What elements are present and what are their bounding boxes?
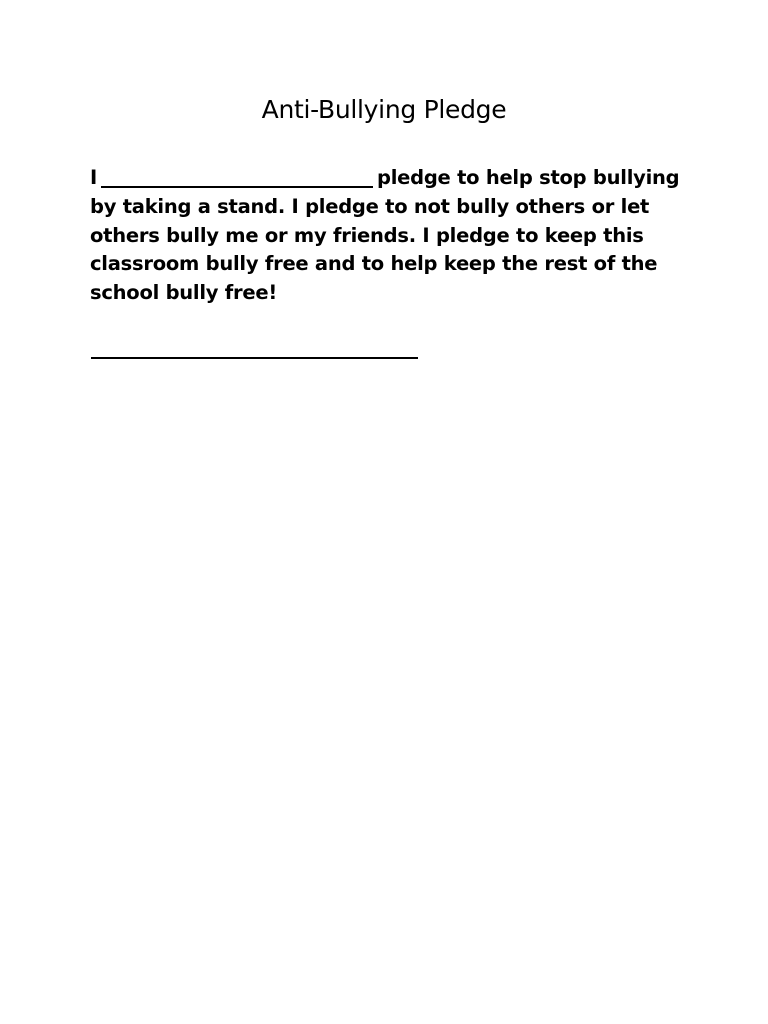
page-title: Anti-Bullying Pledge	[261, 95, 507, 124]
pledge-line-3: others bully me or my friends. I pledge to keep this	[90, 223, 644, 247]
pledge-line-5: school bully free!	[90, 281, 277, 305]
pledge-text	[90, 162, 690, 308]
pledge-line-4: classroom bully free and to help keep the rest of the	[90, 252, 658, 276]
pledge-line-2: by taking a stand. I pledge to not bully others or let	[90, 194, 650, 218]
pledge-line-1	[90, 162, 690, 193]
name-blank-line[interactable]	[101, 166, 373, 188]
signature-line[interactable]	[91, 357, 418, 359]
pledge-line-1-end: pledge to help stop bullying	[377, 166, 680, 189]
pledge-pronoun: I	[90, 166, 98, 189]
